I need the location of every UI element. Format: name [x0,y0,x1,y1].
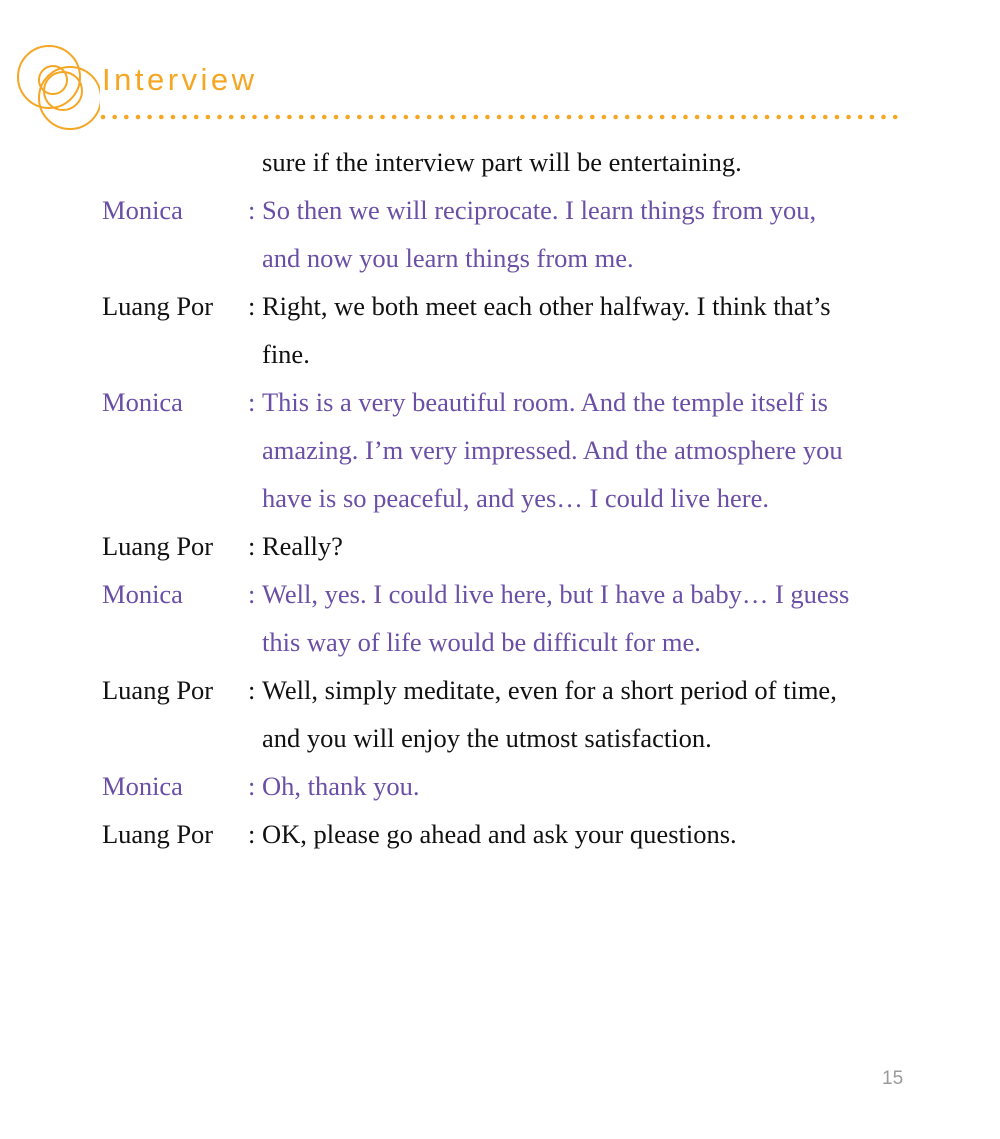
divider-dot [637,115,642,120]
divider-dot [252,115,257,120]
dialogue-text: fine. [262,339,310,369]
divider-dot [718,115,723,120]
dialogue-text: this way of life would be difficult for me. [262,627,701,657]
divider-dot [159,115,164,120]
speaker-name: Monica [102,579,183,609]
dialogue-text: and now you learn things from me. [262,243,634,273]
speaker-separator: : [248,531,256,561]
speaker-separator: : [248,819,256,849]
divider-dot [171,115,176,120]
dialogue-line [102,570,922,618]
speaker-name: Luang Por [102,531,214,561]
divider-dot [136,115,141,120]
speaker-separator [248,138,262,186]
speaker-separator: : [248,195,256,225]
divider-dot [835,115,840,120]
divider-dot [625,115,630,120]
divider-dot [287,115,292,120]
divider-dot [811,115,816,120]
speaker-name: Monica [102,195,183,225]
dialogue-line [102,330,922,378]
divider-dot [578,115,583,120]
speaker-name [102,474,248,522]
speaker-separator [248,474,262,522]
speaker-name [102,234,248,282]
divider-dot [602,115,607,120]
speaker-name [102,714,248,762]
dialogue-line [102,378,922,426]
interview-dialogue [102,138,922,858]
divider-dot [881,115,886,120]
divider-dot [858,115,863,120]
divider-dot [520,115,525,120]
divider-dot [217,115,222,120]
speaker-separator [248,618,262,666]
divider-dot [776,115,781,120]
speaker-name: Monica [102,387,183,417]
divider-dot [404,115,409,120]
divider-dot [893,115,898,120]
divider-dot [380,115,385,120]
divider-dot [683,115,688,120]
divider-dot [334,115,339,120]
speaker-separator [248,330,262,378]
divider-dot [765,115,770,120]
dialogue-line [102,234,922,282]
dialogue-text: have is so peaceful, and yes… I could live here. [262,483,769,513]
divider-dot [660,115,665,120]
divider-dot [613,115,618,120]
dialogue-text: Really? [262,531,343,561]
divider-dot [846,115,851,120]
divider-dot [439,115,444,120]
dialogue-text: This is a very beautiful room. And the temple itself is [262,387,828,417]
divider-dot [870,115,875,120]
divider-dot [648,115,653,120]
dialogue-line [102,666,922,714]
speaker-separator [248,714,262,762]
speaker-separator: : [248,387,256,417]
dialogue-line [102,138,922,186]
divider-dot [474,115,479,120]
divider-dot [415,115,420,120]
divider-dot [194,115,199,120]
divider-dot [310,115,315,120]
divider-dot [532,115,537,120]
speaker-name: Luang Por [102,675,214,705]
speaker-name [102,138,248,186]
dialogue-line [102,714,922,762]
dialogue-text: Right, we both meet each other halfway. I think that’s [262,291,831,321]
divider-dot [695,115,700,120]
divider-dot [112,115,117,120]
divider-dot [485,115,490,120]
divider-dot [264,115,269,120]
divider-dot [276,115,281,120]
speaker-separator: : [248,291,256,321]
dialogue-line [102,426,922,474]
speaker-separator: : [248,675,256,705]
divider-dot [124,115,129,120]
divider-dot [322,115,327,120]
speaker-separator: : [248,579,256,609]
divider-dot [241,115,246,120]
divider-dot [567,115,572,120]
dialogue-text: and you will enjoy the utmost satisfaction. [262,723,712,753]
divider-dot [369,115,374,120]
speaker-separator [248,426,262,474]
speaker-name [102,618,248,666]
dialogue-text: Well, simply meditate, even for a short period of time, [262,675,837,705]
dialogue-text: Well, yes. I could live here, but I have a baby… I guess [262,579,850,609]
dialogue-line [102,762,922,810]
dotted-divider [0,108,1000,128]
divider-dot [543,115,548,120]
dialogue-line [102,186,922,234]
speaker-name: Luang Por [102,819,214,849]
speaker-name [102,426,248,474]
dialogue-line [102,474,922,522]
divider-dot [800,115,805,120]
speaker-name: Luang Por [102,291,214,321]
dialogue-text: OK, please go ahead and ask your questions. [262,819,737,849]
divider-dot [147,115,152,120]
dialogue-line [102,810,922,858]
dialogue-text: So then we will reciprocate. I learn things from you, [262,195,817,225]
divider-dot [590,115,595,120]
dialogue-line [102,522,922,570]
divider-dot [508,115,513,120]
divider-dot [497,115,502,120]
dialogue-text: Oh, thank you. [262,771,420,801]
divider-dot [357,115,362,120]
dialogue-line [102,618,922,666]
divider-dot [229,115,234,120]
section-title: Interview [102,62,258,97]
divider-dot [206,115,211,120]
dialogue-text: amazing. I’m very impressed. And the atmosphere you [262,435,843,465]
speaker-name: Monica [102,771,183,801]
speaker-separator [248,234,262,282]
divider-dot [299,115,304,120]
divider-dot [101,115,106,120]
divider-dot [462,115,467,120]
divider-dot [345,115,350,120]
speaker-separator: : [248,771,256,801]
divider-dot [427,115,432,120]
divider-dot [823,115,828,120]
divider-dot [730,115,735,120]
page-number: 15 [882,1068,904,1089]
divider-dot [555,115,560,120]
speaker-name [102,330,248,378]
divider-dot [707,115,712,120]
page-header [0,0,1000,140]
divider-dot [450,115,455,120]
divider-dot [182,115,187,120]
dialogue-line [102,282,922,330]
divider-dot [392,115,397,120]
divider-dot [753,115,758,120]
dialogue-text: sure if the interview part will be entertaining. [262,147,742,177]
divider-dot [741,115,746,120]
divider-dot [672,115,677,120]
divider-dot [788,115,793,120]
